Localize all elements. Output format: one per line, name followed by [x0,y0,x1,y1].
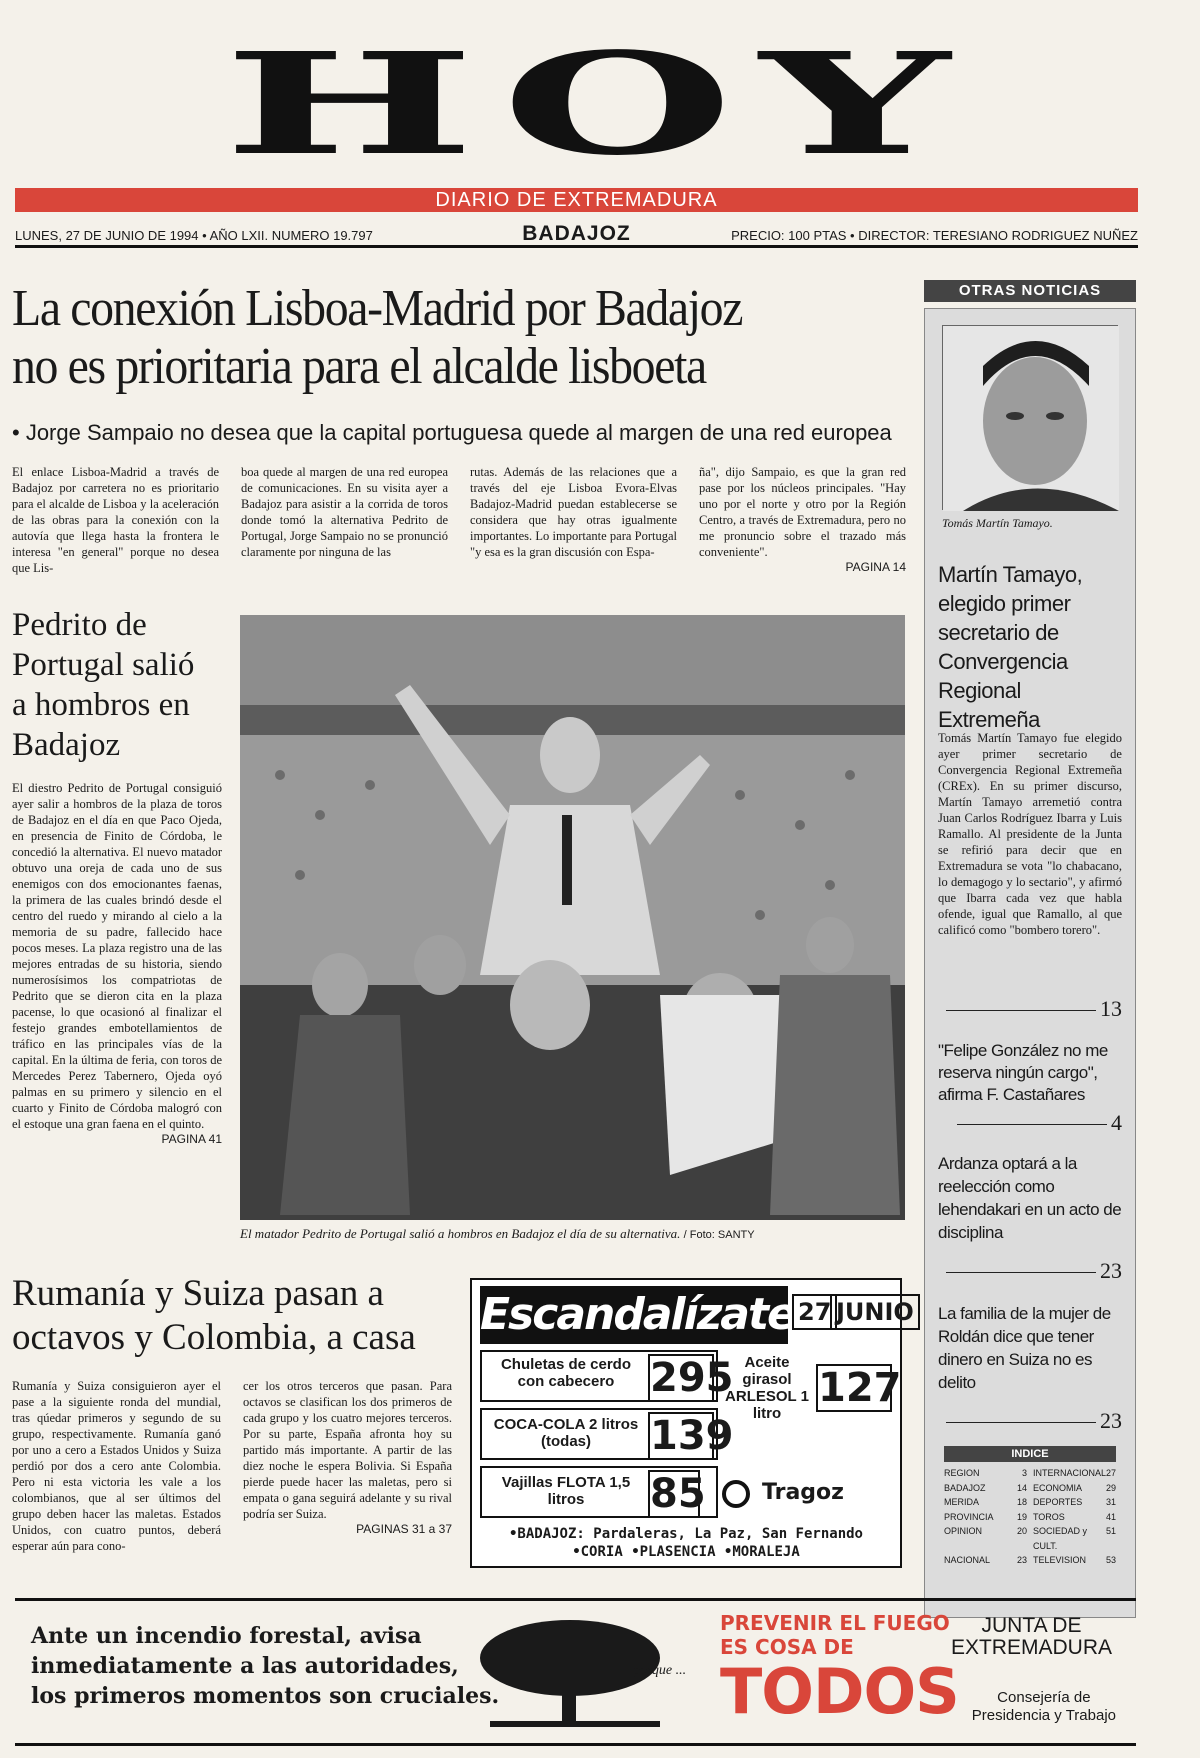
dateline-date: LUNES, 27 DE JUNIO DE 1994 • AÑO LXII. NUMERO 19.797 [15,228,373,243]
sidebar-story1-page: 13 [938,996,1122,1022]
sidebar-story4-page: 23 [938,1408,1122,1434]
lead-col-1: El enlace Lisboa-Madrid a través de Badajoz por carretera no es prioritario para el alcalde de Lisboa y la aceleración de las obras para la conexión con la autovía que llega hasta la frontera le interesa "en general" porque no desea que Lis- [12,465,219,575]
index-entry: TELEVISION 53 [1032,1555,1116,1565]
banner-message-line1: Ante un incendio forestal, avisa [31,1623,422,1649]
rumania-pageref: PAGINAS 31 a 37 [356,1522,452,1536]
ad-month: JUNIO [830,1294,920,1330]
ad-price-1: 295 [650,1355,734,1401]
sidebar-story4-headline: La familia de la mujer de Roldán dice que tener dinero en Suiza no es delito [938,1304,1111,1392]
junta-logo-text [951,1615,1112,1659]
masthead-subtitle: DIARIO DE EXTREMADURA [15,188,1138,212]
ad-item-2: Aceite girasol ARLESOL 1 litro [725,1354,809,1422]
banner-message-line2: inmediatamente a las autoridades, [31,1653,459,1679]
index-entry: SOCIEDAD y CULT. 51 [1032,1526,1116,1551]
lead-col-4: ña", dijo Sampaio, es que la gran red pase por los núcleos principales. "Hay uno por el norte y otro por la Región Centro, a través de Extremadura, pero no me pronuncio sobre el trazado más conveniente". [699,465,906,559]
supermarket-ad [470,1278,914,1568]
index-entry: TOROS 41 [1032,1511,1116,1522]
sidebar-label: OTRAS NOTICIAS [924,280,1136,302]
index-entry: PROVINCIA 19 [944,1511,1027,1522]
ad-brand: Tragoz [762,1480,844,1505]
consejeria-line1: Consejería de [997,1689,1091,1706]
rumania-col-2: cer los otros terceros que pasan. Para octavos se clasifican los dos primeros de cada grupo y los cuatro mejores terceros. Por su parte, España afronta hoy su partido más importante. A partir de las diez noche le espera Bolivia. Si España pierde puede hacer las maletas, pero si empata o gana seguirá adelante y su rival podría ser Suiza. [243,1379,452,1521]
index-entry: ECONOMIA 29 [1032,1482,1116,1493]
index-entry: NACIONAL 23 [944,1555,1027,1565]
photo-caption-text: El matador Pedrito de Portugal salió a hombros en Badajoz el día de su alternativa. [240,1226,681,1241]
banner-message-line3: los primeros momentos son cruciales. [31,1683,500,1709]
ad-footer-line1: •BADAJOZ: Pardaleras, La Paz, San Fernando [508,1526,863,1542]
edition-name: BADAJOZ [522,222,631,245]
banner-slogan [720,1611,950,1659]
portrait-illustration [943,326,1119,511]
consejeria-line2: Presidencia y Trabajo [971,1707,1116,1724]
dateline-price-director: PRECIO: 100 PTAS • DIRECTOR: TERESIANO RODRIGUEZ NUÑEZ [731,228,1138,243]
lead-headline [12,280,840,396]
consejeria-text [972,1689,1116,1725]
fire-prevention-banner [15,1598,1136,1746]
banner-slogan-line1: PREVENIR EL FUEGO [720,1611,950,1635]
ad-price-3: 139 [650,1413,734,1459]
junta-line1: JUNTA DE [981,1614,1082,1637]
lead-headline-line1: La conexión Lisboa-Madrid por Badajoz [12,280,743,337]
sidebar-story3-headline: Ardanza optará a la reelección como lehendakari en un acto de disciplina [938,1154,1122,1242]
pedrito-body [12,780,222,1146]
lead-body [12,464,906,584]
index-entry: INTERNACIONAL 27 [1032,1468,1116,1478]
ad-day: 27 [792,1294,837,1330]
banner-slogan-line2: ES COSA DE [720,1635,854,1659]
photo-caption [240,1226,905,1242]
ad-footer-line2: •CORIA •PLASENCIA •MORALEJA [572,1544,800,1560]
section-index [944,1466,1116,1568]
pedrito-headline: Pedrito de Portugal salió a hombros en Badajoz [12,607,195,763]
dateline [15,222,1138,248]
index-entry: DEPORTES 31 [1032,1497,1116,1507]
index-entry: MERIDA 18 [944,1497,1027,1507]
lead-pageref: PAGINA 14 [845,560,906,574]
portrait-photo [942,325,1118,510]
masthead-logo: HOY [223,23,977,187]
rumania-col-1: Rumanía y Suiza consiguieron ayer el pase a la siguiente ronda del mundial, tras qúedar primeros y segundo de su grupo, respectivamente. Rumanía ganó por uno a cero a Estados Unidos y Suiza perdió por dos a cero ante Colombia. Pero ni esta victoria les vale a los colombianos, que al ser últimos del grupo deben hacer las maletas. Estados Unidos, con cuatro puntos, deberá esperar aún para cono- [12,1379,221,1553]
ad-item-4: Vajillas FLOTA 1,5 litros [501,1474,631,1508]
lead-subhead: • Jorge Sampaio no desea que la capital portuguesa quede al margen de una red europea [12,420,892,445]
index-entry: BADAJOZ 14 [944,1482,1027,1493]
tragoz-logo-icon [722,1480,750,1508]
lead-headline-line2: no es prioritaria para el alcalde lisboeta [12,338,706,395]
index-entry: OPINION 20 [944,1526,1027,1536]
bullfighter-photo [240,615,905,1220]
photo-credit: / Foto: SANTY [683,1229,755,1241]
sidebar-story1-headline: Martín Tamayo, elegido primer secretario de Convergencia Regional Extremeña [938,562,1083,732]
sidebar-story2-page: 4 [938,1110,1122,1136]
ad-price-4: 85 [650,1471,706,1517]
ad-item-1: Chuletas de cerdo con cabecero [500,1356,632,1390]
banner-porque: porque ... [633,1663,687,1678]
pedrito-pageref: PAGINA 41 [161,1132,222,1146]
sidebar-story1-body: Tomás Martín Tamayo fue elegido ayer primer secretario de Convergencia Regional Extremeña (CREx). En su primer discurso, Martín Tamayo arremetió contra Juan Carlos Rodríguez Ibarra y Luis Ramallo. Al presidente de la Junta se refirió para decir que en Extremadura se vota "lo chabacano, lo demagogo y lo sectario", y afirmó que Ibarra cada vez que habla ofende, igual que Ramallo, al que calificó como "bombero torero". [938,731,1122,937]
portrait-caption: Tomás Martín Tamayo. [942,516,1053,530]
junta-line2: EXTREMADURA [950,1636,1112,1659]
lead-col-3: rutas. Además de las relaciones que a través del eje Lisboa Evora-Elvas Badajoz-Madrid puedan establecerse se considera que hay otras igualmente importantes. Lo importante para Portugal "y esa es la gran discusión con Espa- [470,465,677,559]
rumania-headline: Rumanía y Suiza pasan a octavos y Colombia, a casa [12,1273,416,1358]
ad-title: Escandalízate [480,1286,788,1344]
sidebar-story3-page: 23 [938,1258,1122,1284]
index-entry: REGION 3 [944,1468,1027,1478]
index-label: INDICE [944,1446,1116,1462]
banner-todos: TODOS [720,1655,959,1728]
ad-item-3: COCA-COLA 2 litros (todas) [493,1416,639,1450]
photo-illustration [240,615,905,1220]
rumania-body [12,1378,452,1554]
lead-col-2: boa quede al margen de una red europea de comunicaciones. En su visita ayer a Badajoz para asistir a la corrida de toros donde tomó la alternativa Pedrito de Portugal, Jorge Sampaio no se pronunció claramente por ninguna de las [241,465,448,559]
pedrito-text: El diestro Pedrito de Portugal consiguió ayer salir a hombros de la plaza de toros de Badajoz en el día en que Paco Ojeda, en presencia de Finito de Córdoba, le concedió la alternativa. El nuevo matador obtuvo una oreja de cada uno de sus enemigos con dos emocionantes faenas, la primera de las cuales brindó desde el centro del ruedo y mirando al cielo a la memoria de su padre, fallecido hace pocos meses. La plaza registro una de las mejores entradas de su historia, siendo numerosísimos los compatriotas de Pedrito que se dieron cita en la plaza pacense, lo que ocasionó al finalizar el festejo grandes embotellamientos de tráfico en las principales vías de la capital. En la última de feria, con toros de Mercedes Perez Tabernero, Ojeda oyó palmas en su primero y silencio en el cuarto y Finito de Córdoba malogró con el estoque una gran faena en el quinto. [12,781,222,1131]
banner-message [31,1621,499,1711]
ad-price-2: 127 [818,1365,902,1411]
sidebar-story2-headline: "Felipe González no me reserva ningún cargo", afirma F. Castañares [938,1041,1108,1104]
